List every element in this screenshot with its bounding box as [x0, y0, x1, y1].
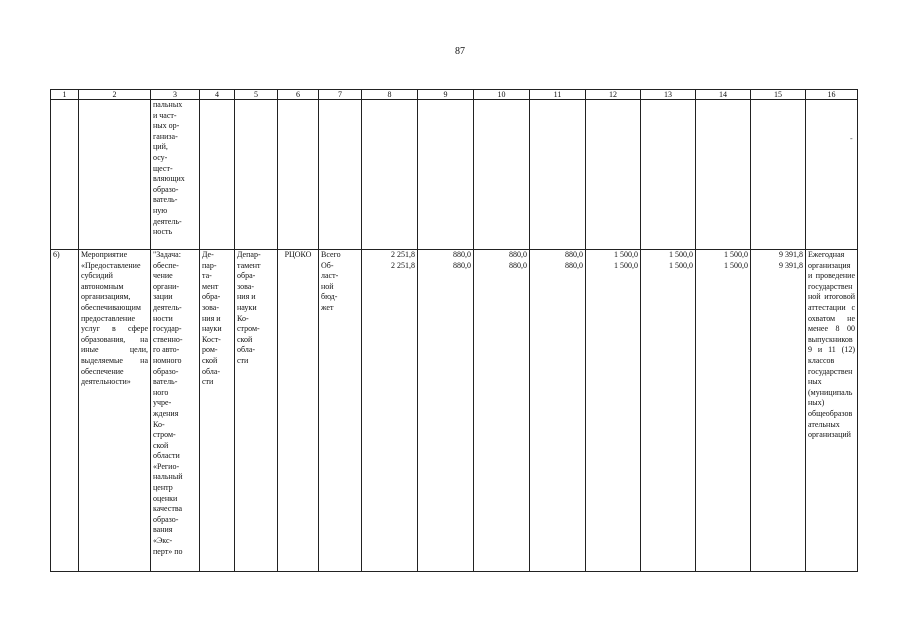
program-table [50, 89, 858, 572]
col-header: 3 [151, 90, 200, 100]
table-cell [696, 100, 751, 250]
source-label-total: Всего [321, 250, 341, 259]
value-cell [530, 250, 586, 572]
col-header: 6 [278, 90, 319, 100]
source-cell [319, 250, 362, 572]
table-cell [751, 100, 806, 250]
page-number: 87 [455, 46, 465, 57]
col-header: 4 [200, 90, 235, 100]
table-cell [418, 100, 474, 250]
value-regional: 880,0 [565, 260, 583, 270]
value-regional: 880,0 [509, 260, 527, 270]
value-cell [751, 250, 806, 572]
table-cell [79, 100, 151, 250]
value-regional: 1 500,0 [614, 260, 638, 270]
value-total: 2 251,8 [391, 250, 415, 259]
task-continuation-cell: пальных и част- ных ор- ганиза- ций, осу- щест- вляющих образо- ватель- ную деятель- ность [151, 100, 200, 250]
value-cell [474, 250, 530, 572]
col-header: 13 [641, 90, 696, 100]
table-cell [806, 100, 858, 250]
value-cell [641, 250, 696, 572]
table-cell [530, 100, 586, 250]
source-label-regional: Об- ласт- ной бюд- жет [321, 260, 339, 312]
value-cell [418, 250, 474, 572]
table-cell [235, 100, 278, 250]
header-row [51, 90, 858, 100]
col-header: 5 [235, 90, 278, 100]
value-regional: 1 500,0 [724, 260, 748, 270]
value-total: 880,0 [565, 250, 583, 259]
col-header: 16 [806, 90, 858, 100]
col-header: 2 [79, 90, 151, 100]
table-cell [362, 100, 418, 250]
customer-cell: Депар- тамент обра- зова- ния и науки Ко- стром- ской обла- сти [235, 250, 278, 572]
event-number-cell: 6) [51, 250, 79, 572]
value-total: 880,0 [453, 250, 471, 259]
col-header: 12 [586, 90, 641, 100]
value-total: 9 391,8 [779, 250, 803, 259]
col-header: 8 [362, 90, 418, 100]
value-regional: 880,0 [453, 260, 471, 270]
table-cell [278, 100, 319, 250]
stray-mark: - [850, 134, 853, 143]
value-cell [696, 250, 751, 572]
value-regional: 9 391,8 [779, 260, 803, 270]
event-task-cell: "Задача: обеспе- чение органи- зации деятель- ности государ- ственно- го авто- номного образо- ватель- ного учре- ждения Ко- стром- ской области «Регио- нальный центр оценки качества образо- вания «Экс- перт» по [151, 250, 200, 572]
col-header: 9 [418, 90, 474, 100]
col-header: 7 [319, 90, 362, 100]
table-cell [200, 100, 235, 250]
event-row [51, 250, 858, 572]
table-cell [51, 100, 79, 250]
table-cell [319, 100, 362, 250]
col-header: 1 [51, 90, 79, 100]
value-total: 1 500,0 [724, 250, 748, 259]
value-regional: 2 251,8 [391, 260, 415, 270]
coexecutor-cell: Де- пар- та- мент обра- зова- ния и науки Кост- ром- ской обла- сти [200, 250, 235, 572]
value-regional: 1 500,0 [669, 260, 693, 270]
value-total: 1 500,0 [614, 250, 638, 259]
table-cell [474, 100, 530, 250]
result-cell: Ежегодная организация и проведение государственной итоговой аттестации с охватом не менее 8 00 выпускников 9 и 11 (12) классов государственных (муниципальных) общеобразовательных организаций [806, 250, 858, 572]
executor-cell: РЦОКО [278, 250, 319, 572]
col-header: 11 [530, 90, 586, 100]
col-header: 14 [696, 90, 751, 100]
event-name-cell: Мероприятие «Предоставление субсидий автономным организациям, обеспечивающим предоставление услуг в сфере образования, на иные цели, выделяемые на обеспечение деятельности» [79, 250, 151, 572]
value-cell [586, 250, 641, 572]
value-total: 880,0 [509, 250, 527, 259]
col-header: 10 [474, 90, 530, 100]
value-total: 1 500,0 [669, 250, 693, 259]
table-cell [641, 100, 696, 250]
value-cell [362, 250, 418, 572]
continuation-row [51, 100, 858, 250]
table-cell [586, 100, 641, 250]
col-header: 15 [751, 90, 806, 100]
